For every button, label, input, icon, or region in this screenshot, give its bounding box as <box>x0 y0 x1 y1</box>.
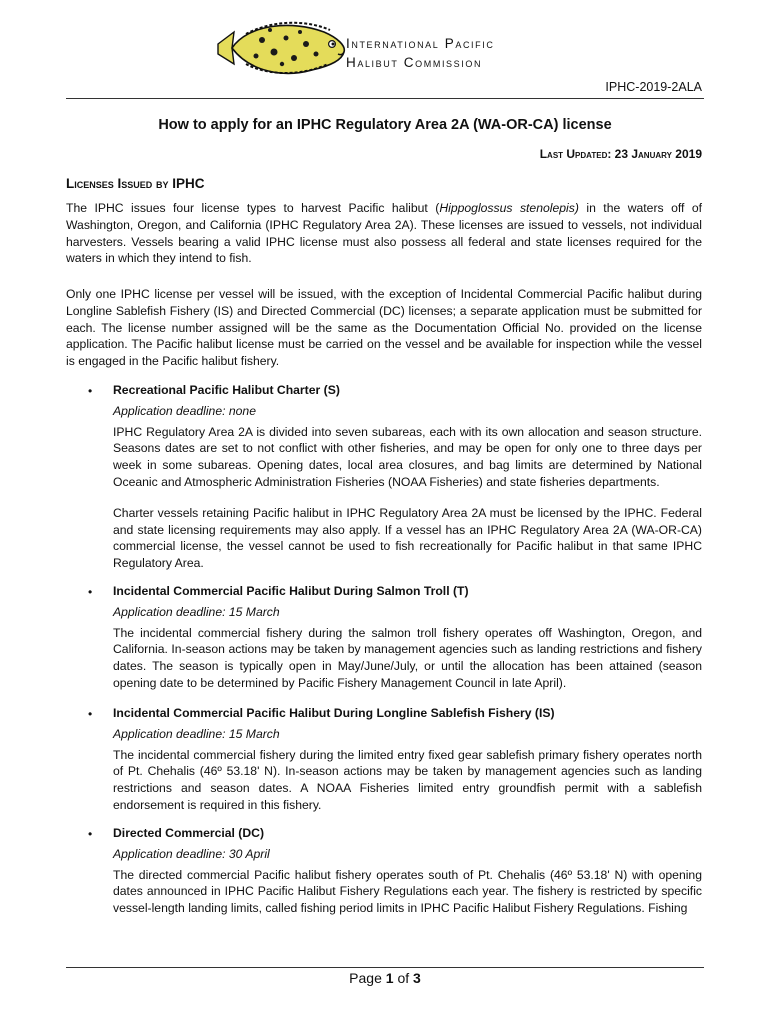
license-heading: Incidental Commercial Pacific Halibut During Longline Sablefish Fishery (IS) <box>113 706 555 720</box>
license-paragraph: IPHC Regulatory Area 2A is divided into seven subareas, each with its own allocation and season structure. Seasons dates are set to not conflict with other fisheries, and may be open for only one to three days per week in some subareas. Opening dates, local area closures, and bag limits are determined by National Oceanic and Atmospheric Administration Fisheries (NOAA Fisheries) and state fisheries departments. <box>113 424 702 489</box>
license-item-longline-sablefish <box>113 705 702 828</box>
license-paragraph: Charter vessels retaining Pacific halibut in IPHC Regulatory Area 2A must be licensed by the IPHC. Federal and state licensing requirements may also apply. If a vessel has an IPHC Regulatory Area 2A (WA-OR-CA) commercial license, the vessel cannot be used to fish recreationally for Pacific halibut in that same IPHC Regulatory Area. <box>113 505 702 571</box>
bullet-dot-icon: • <box>88 827 93 841</box>
footer-divider <box>66 967 704 968</box>
page-number: 1 <box>385 970 394 986</box>
license-deadline: Application deadline: none <box>113 403 256 418</box>
license-heading: Directed Commercial (DC) <box>113 826 265 840</box>
section-heading: Licenses Issued by IPHC <box>66 176 205 191</box>
halibut-fish-logo <box>212 18 352 82</box>
intro-paragraph-1 <box>66 200 702 267</box>
last-updated: Last Updated: 23 January 2019 <box>539 147 702 161</box>
bullet-dot-icon: • <box>88 707 93 721</box>
organization-name <box>346 34 494 72</box>
license-item-directed-commercial <box>113 825 702 931</box>
bullet-dot-icon: • <box>88 384 93 398</box>
header-divider <box>66 98 704 99</box>
bullet-dot-icon: • <box>88 585 93 599</box>
document-title: How to apply for an IPHC Regulatory Area 2A (WA-OR-CA) license <box>158 117 612 133</box>
license-heading: Recreational Pacific Halibut Charter (S) <box>113 383 340 397</box>
intro-text: in the waters off of Washington, Oregon, and California (IPHC Regulatory Area 2A). These licenses are issued to vessels, not individual harvesters. Vessels bearing a valid IPHC license must also possess all federal and state licenses required for the waters in which they intend to fish. <box>66 201 703 266</box>
license-item-salmon-troll <box>113 583 702 706</box>
of-word: of <box>397 970 410 986</box>
license-paragraph: The directed commercial Pacific halibut fishery operates south of Pt. Chehalis (46º 53.18' N) with opening dates announced in IPHC Pacific Halibut Fishery Regulations each year. The fishery is restricted by specific vessel-length landing limits, called fishing period limits in IPHC Pacific Halibut Fishery Regulations. Fishing <box>113 867 702 916</box>
license-paragraph: The incidental commercial fishery during the salmon troll fishery operates off Washington, Oregon, and California. In-season actions may be taken by management agencies such as landing restrictions and fishery dates. The season is typically open in May/June/July, or until the allocation has been attained (season opening date to be determined by Pacific Fishery Management Council in late April). <box>113 625 702 690</box>
license-heading: Incidental Commercial Pacific Halibut During Salmon Troll (T) <box>113 584 469 598</box>
page-total: 3 <box>413 970 421 986</box>
document-id: IPHC-2019-2ALA <box>605 80 702 94</box>
intro-text: The IPHC issues four license types to harvest Pacific halibut ( <box>66 201 440 215</box>
intro-paragraph-2: Only one IPHC license per vessel will be issued, with the exception of Incidental Commercial Pacific halibut during Longline Sablefish Fishery (IS) and Directed Commercial (DC) licenses; a separate application must be submitted for each. The license number assigned will be the same as the Documentation Official No. provided on the license application. The Pacific halibut license must be carried on the vessel and be available for inspection while the vessel is engaged in the Pacific halibut fishery. <box>66 287 702 369</box>
license-deadline: Application deadline: 30 April <box>113 846 270 861</box>
license-deadline: Application deadline: 15 March <box>113 726 280 741</box>
page-word: Page <box>349 970 382 986</box>
license-item-charter <box>113 382 702 586</box>
species-name: Hippoglossus stenolepis) <box>439 201 579 215</box>
license-deadline: Application deadline: 15 March <box>113 604 280 619</box>
org-line-1: International Pacific <box>346 36 495 51</box>
page-footer <box>0 970 770 986</box>
org-line-2: Halibut Commission <box>346 55 483 70</box>
license-paragraph: The incidental commercial fishery during the limited entry fixed gear sablefish primary fishery operates north of Pt. Chehalis (46º 53.18' N). In-season actions may be taken by management agencies such as landing restrictions and season dates. A NOAA Fisheries limited entry groundfish permit with a sablefish endorsement is required in this fishery. <box>113 747 702 812</box>
